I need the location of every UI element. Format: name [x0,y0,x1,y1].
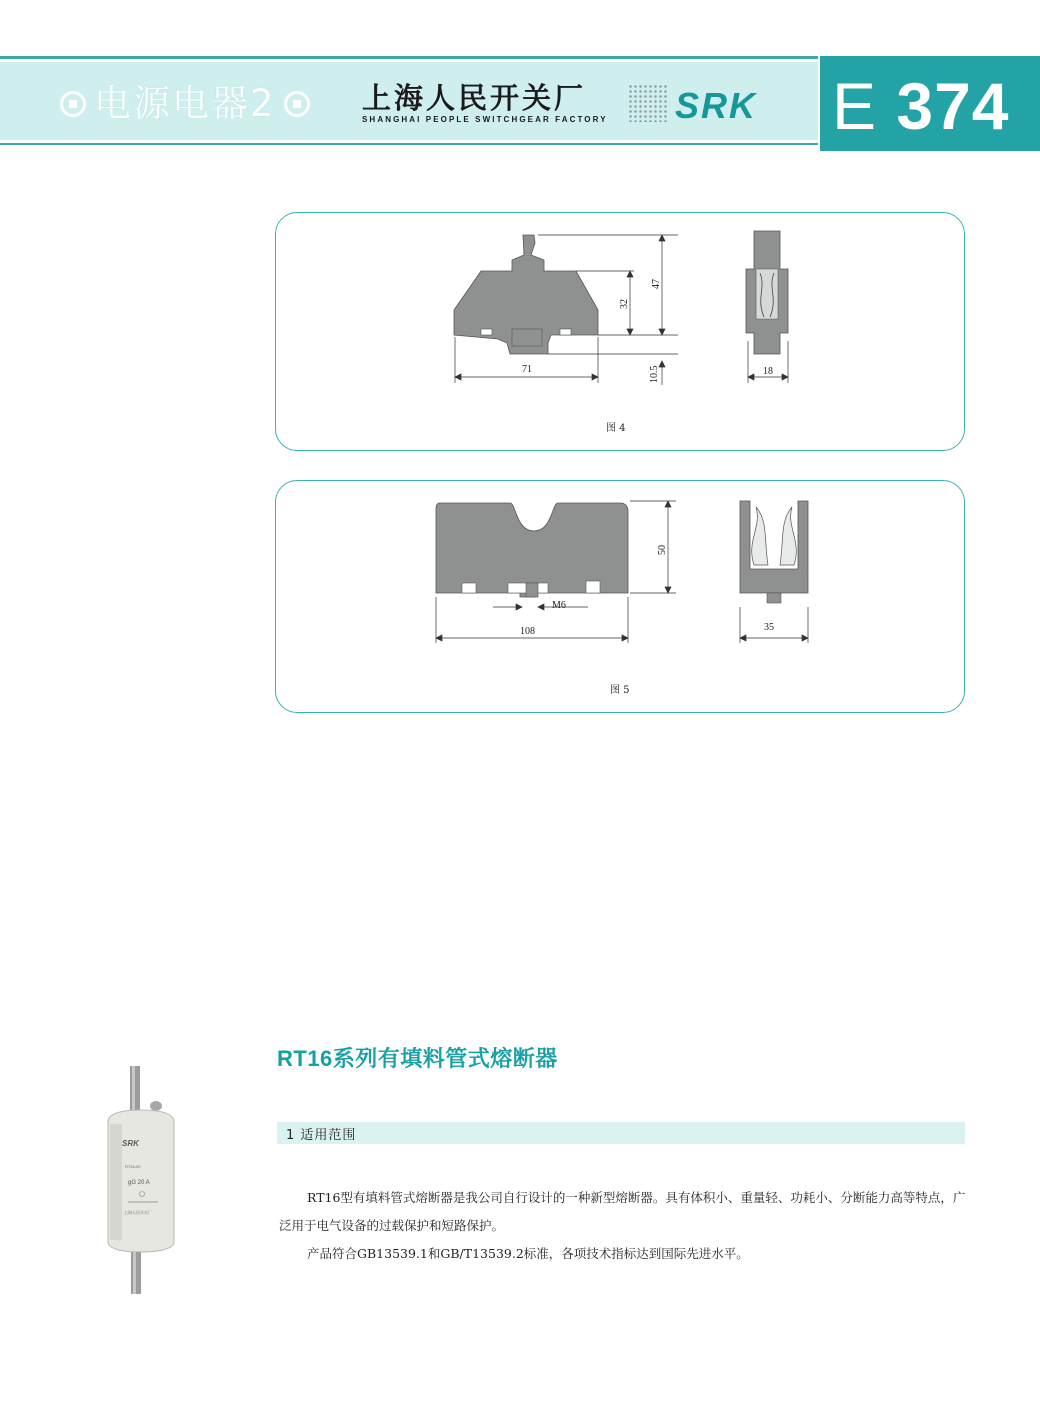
paragraph-1 [279,1184,967,1240]
fig5-m6-stud [526,583,538,597]
dot-pattern-icon [628,84,668,122]
fuse-photo [100,1062,182,1294]
figure-5-caption: 图 5 [610,685,630,696]
fig4-dim-width: 71 [522,364,532,375]
section-bar [277,1122,965,1144]
fuse-rating: gG 20 A [128,1180,150,1186]
fig4-slot-left [481,329,492,335]
fig4-dim-depth: 10.5 [649,365,660,383]
section-label: 1 适用范围 [286,1128,357,1143]
company-name-cn: 上海人民开关厂 [362,81,587,115]
fig5-dim-thread: M6 [552,600,566,611]
srk-logo: SRK [675,85,758,126]
bullet-square-icon [284,91,310,117]
fig5-dim-side: 35 [764,622,774,633]
fig5-slot-right [586,581,600,593]
fig4-front-body [454,235,598,354]
fig4-dim-height-total: 47 [651,279,662,289]
figure-5-box [275,480,965,713]
product-title [277,1042,558,1073]
page-number [832,66,1010,146]
header-top-rule [0,56,818,59]
fig5-side-body [740,501,808,593]
figure-4-caption: 图 4 [606,423,626,434]
fuse-maker: 上海人民开关厂 [124,1210,152,1215]
fig4-dim-height-body: 32 [619,299,630,309]
bullet-square-icon [60,91,86,117]
fig5-slot-left [462,583,476,593]
company-name-en: SHANGHAI PEOPLE SWITCHGEAR FACTORY [362,115,608,124]
series-text: 电源电器2 [94,82,276,125]
paragraph-2 [279,1240,967,1268]
fig5-clip-left [752,507,768,565]
page-number-value: 374 [896,69,1010,143]
fig5-side-stud [767,593,781,603]
fig4-dim-side: 18 [763,366,773,377]
product-model: RT16 [277,1046,333,1071]
fig5-dim-width: 108 [520,626,535,637]
fig4-side-clip [756,269,778,319]
figure-4-drawing [276,213,966,452]
page-prefix: E [832,69,878,143]
product-title-rest: 系列有填料管式熔断器 [332,1047,558,1072]
fig5-clip-right [780,507,796,565]
figure-5-drawing [276,481,966,714]
fuse-brand: SRK [122,1139,139,1148]
fig5-dim-height: 50 [657,545,668,555]
header-bottom-rule [0,143,818,145]
fig4-slot-right [560,329,571,335]
figure-4-box [275,212,965,451]
fuse-model: RT16-00 [125,1164,141,1169]
paragraph-1-text: RT16型有填料管式熔断器是我公司自行设计的一种新型熔断器。具有体积小、重量轻、功耗小、分断能力高等特点，广泛用于电气设备的过载保护和短路保护。 [279,1190,966,1233]
series-label [52,80,318,128]
company-name [362,82,608,124]
paragraph-2-text: 产品符合GB13539.1和GB/T13539.2标准，各项技术指标达到国际先进水平。 [307,1246,749,1261]
